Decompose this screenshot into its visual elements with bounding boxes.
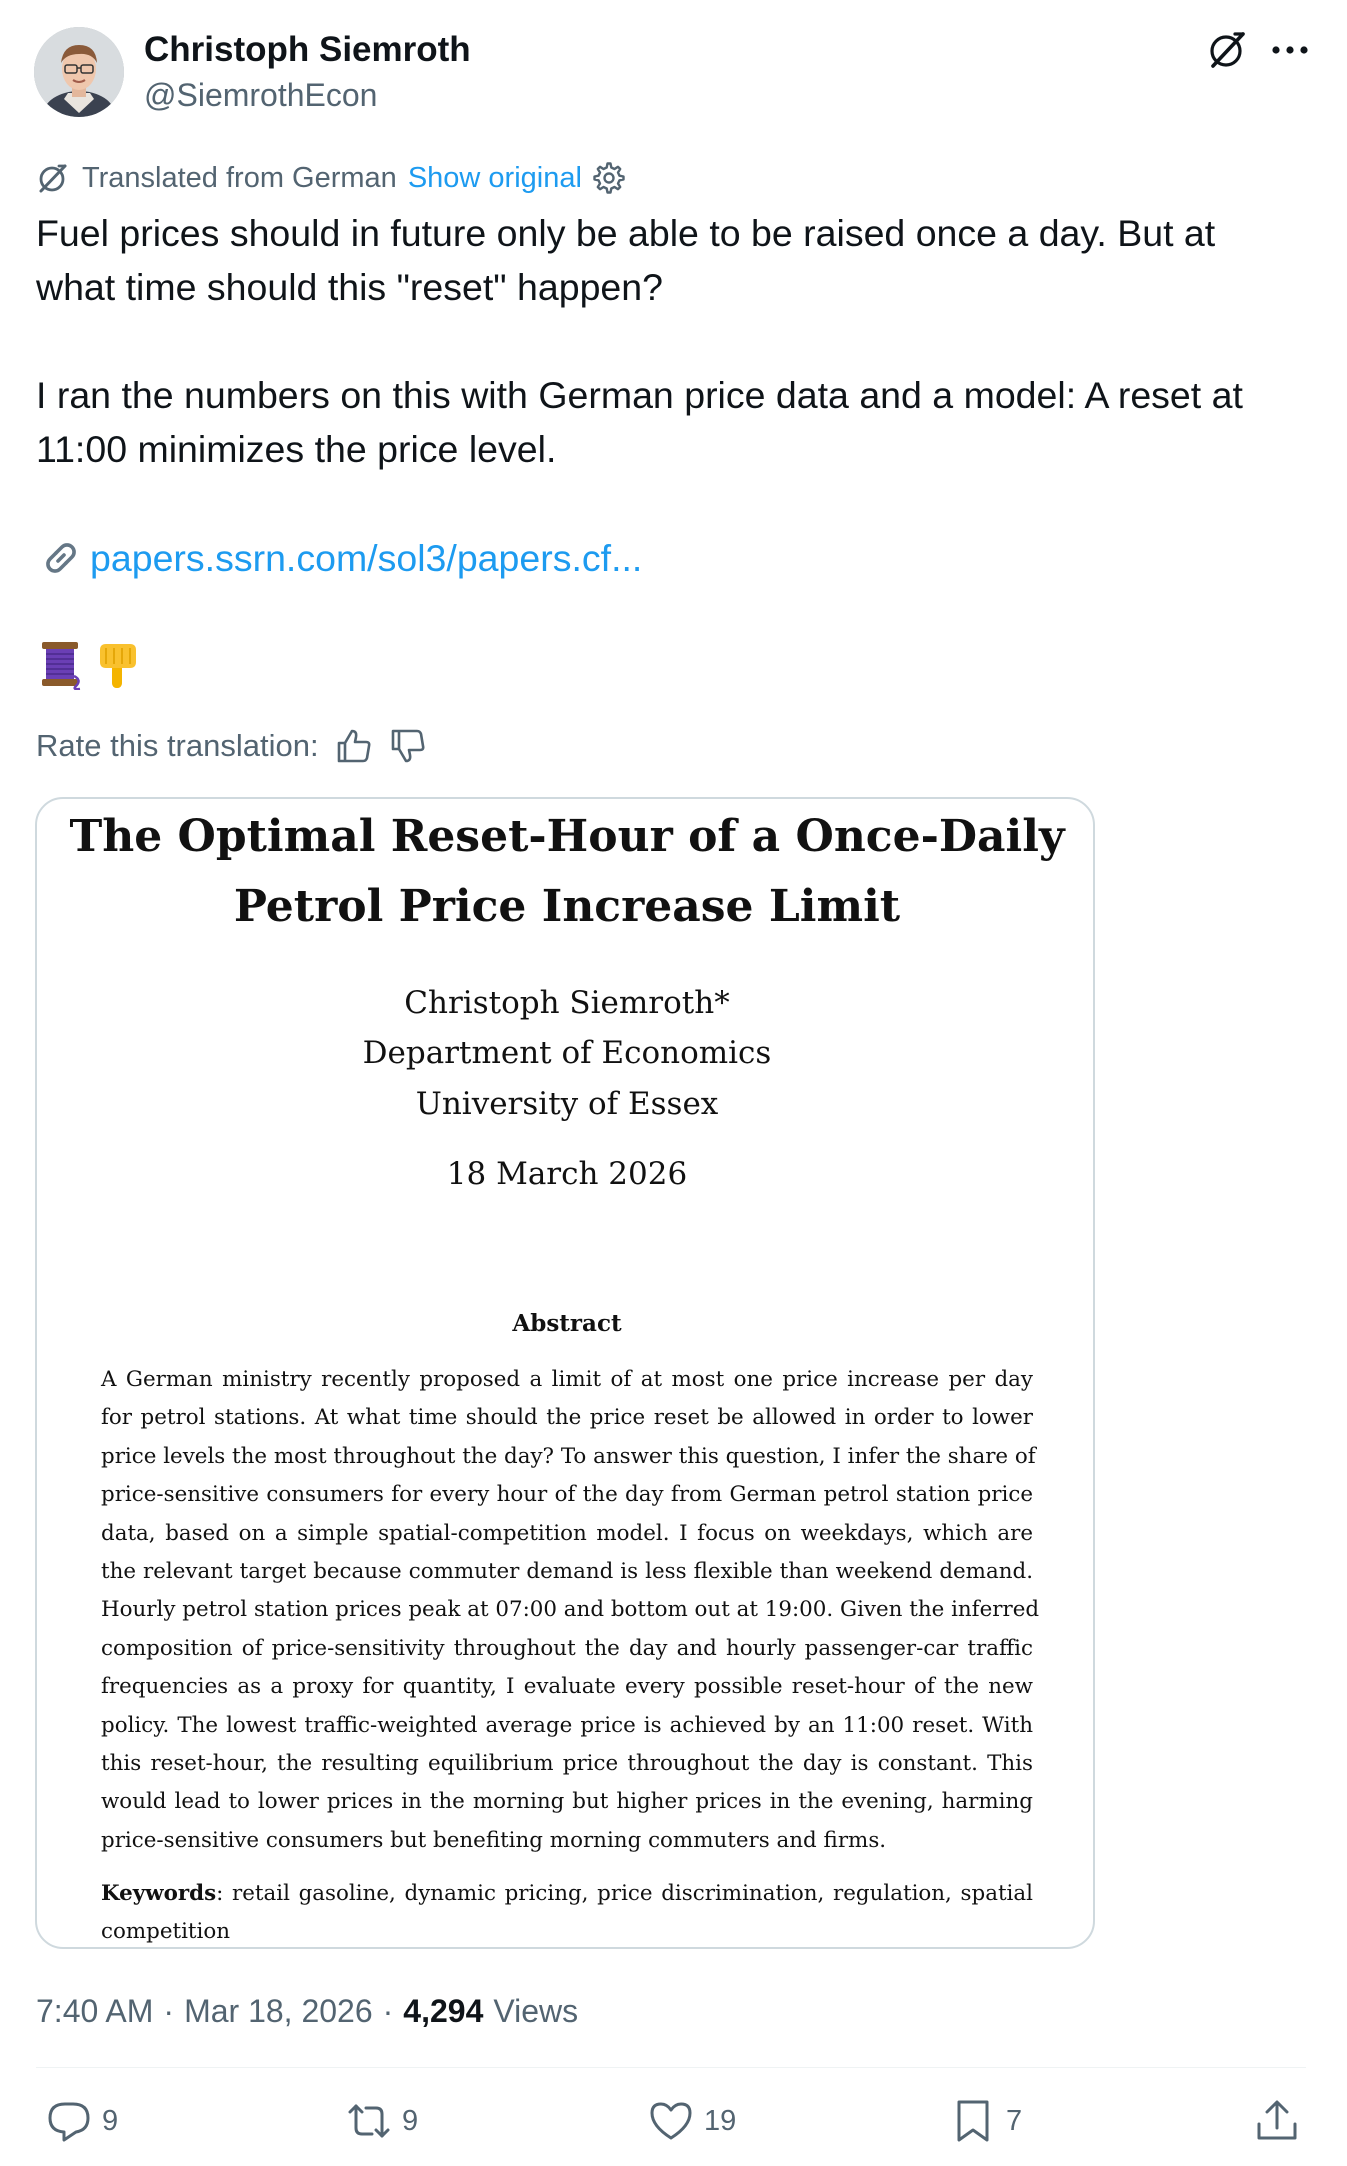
repost-icon [346,2098,392,2144]
paper-title-line: Petrol Price Increase Limit [233,881,901,932]
rate-translation-label: Rate this translation: [36,728,319,763]
tweet-line: I ran the numbers on this with German price data and a model: A reset at [36,374,1243,416]
author-avatar[interactable] [34,27,124,117]
separator-dot: · [163,1992,175,2029]
divider [36,2067,1306,2068]
emoji-row [36,636,148,692]
paper-author: Christoph Siemroth* [404,985,730,1021]
paper-title-line: The Optimal Reset-Hour of a Once-Daily [69,811,1065,862]
translated-from-label: Translated from German [82,161,397,194]
bookmark-count: 7 [1006,2104,1023,2137]
link-icon [36,533,86,583]
abstract-line: A German ministry recently proposed a limit of at most one price increase per day [101,1367,1033,1392]
bookmark-button[interactable] [950,2096,1022,2146]
rate-translation [36,724,427,768]
grok-translate-icon [36,161,70,195]
tweet-meta [36,1988,578,2034]
like-count: 19 [704,2104,737,2137]
views-count: 4,294 [403,1992,484,2029]
abstract-line: policy. The lowest traffic-weighted average price is achieved by an 11:00 reset. With [101,1712,1033,1738]
gear-icon[interactable] [593,162,625,194]
heart-icon [648,2098,694,2144]
views-label: Views [493,1992,579,2029]
abstract-line: the relevant target because commuter demand is less flexible than weekend demand. [101,1559,1033,1585]
abstract-line: Hourly petrol station prices peak at 07:00 and bottom out at 19:00. Given the inferred [101,1597,1040,1623]
share-icon [1254,2098,1300,2144]
grok-icon[interactable] [1205,28,1249,72]
thread-spool-icon [36,638,86,690]
avatar-image [34,27,124,117]
abstract-line: price-sensitive consumers for every hour of the day from German petrol station price [101,1482,1033,1508]
action-bar [0,2096,1347,2146]
keywords-text: competition [101,1919,231,1945]
abstract-line: this reset-hour, the resulting equilibrium price throughout the day is constant. This [101,1751,1033,1777]
tweet-date[interactable]: Mar 18, 2026 [184,1992,373,2029]
abstract-line: composition of price-sensitivity throughout the day and hourly passenger-car traffic [101,1635,1033,1661]
attached-image[interactable] [35,797,1095,1949]
tweet-time[interactable]: 7:40 AM [36,1992,154,2029]
thumbs-up-icon[interactable] [335,727,373,765]
tweet-line: what time should this "reset" happen? [36,266,663,308]
paper-image [37,799,1095,1949]
separator-dot: · [382,1992,394,2029]
author-handle[interactable]: @SiemrothEcon [144,77,378,113]
like-button[interactable] [648,2096,736,2146]
reply-count: 9 [102,2104,119,2137]
share-button[interactable] [1254,2096,1310,2146]
translation-notice [36,158,625,198]
more-options-icon[interactable] [1268,30,1312,70]
repost-count: 9 [402,2104,419,2137]
tweet-text [36,206,1306,476]
reply-icon [46,2098,92,2144]
abstract-heading: Abstract [512,1310,622,1337]
abstract-line: for petrol stations. At what time should the price reset be allowed in order to lower [101,1405,1033,1431]
reply-button[interactable] [46,2096,118,2146]
paper-department: Department of Economics [362,1035,772,1071]
abstract-line: frequencies as a proxy for quantity, I evaluate every possible reset-hour of the new [101,1674,1033,1700]
abstract-line: price levels the most throughout the day? To answer this question, I infer the share of [101,1443,1036,1469]
paper-university: University of Essex [415,1086,719,1122]
bookmark-icon [950,2098,996,2144]
thumbs-down-icon[interactable] [389,727,427,765]
keywords-text: : retail gasoline, dynamic pricing, price discrimination, regulation, spatial [216,1881,1033,1906]
paper-link[interactable] [36,528,642,588]
tweet-line: 11:00 minimizes the price level. [36,428,557,470]
author-name[interactable]: Christoph Siemroth [144,30,471,69]
abstract-line: would lead to lower prices in the morning but higher prices in the evening, harming [101,1789,1033,1815]
tweet-line: Fuel prices should in future only be able to be raised once a day. But at [36,212,1216,254]
keywords-label: Keywords [101,1881,217,1906]
abstract-line: data, based on a simple spatial-competition model. I focus on weekdays, which are [101,1520,1033,1546]
abstract-line: price-sensitive consumers but benefiting morning commuters and firms. [101,1827,887,1853]
keywords [101,1875,1033,1949]
abstract-body [101,1361,1040,1860]
repost-button[interactable] [346,2096,418,2146]
pointing-down-hand-icon [92,638,142,690]
paper-link-text[interactable]: papers.ssrn.com/sol3/papers.cf... [90,536,643,579]
show-original-link[interactable]: Show original [407,161,582,194]
paper-date: 18 March 2026 [446,1156,688,1192]
